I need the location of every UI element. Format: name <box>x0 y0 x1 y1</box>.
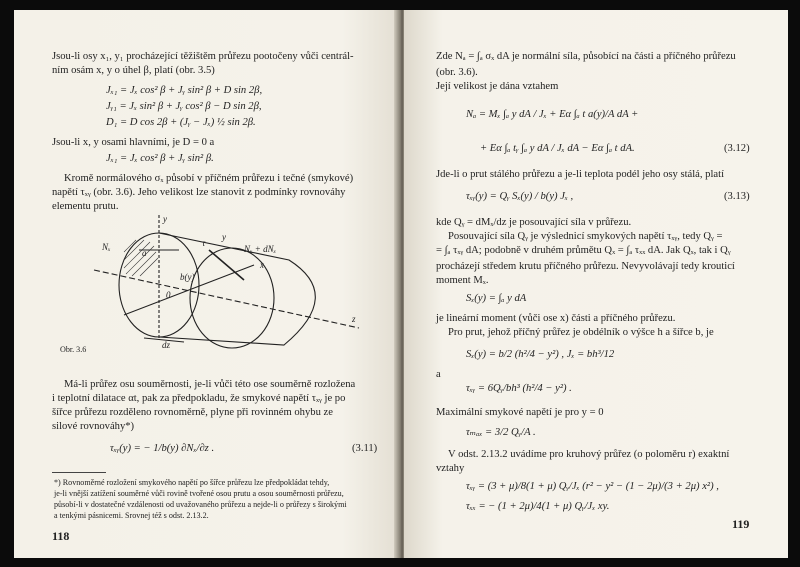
text-line: šířce průřezu rozděleno rovnoměrně, plyne při rovinném ohybu ze <box>52 407 333 418</box>
text-line: silové rovnováhy*) <box>52 421 135 432</box>
text-line: (obr. 3.6). <box>436 67 478 78</box>
fig-label: z <box>352 314 356 324</box>
fig-label: Nₓ + dNₓ <box>244 244 277 254</box>
footnote-rule <box>52 472 106 473</box>
text-line: Kromě normálového σₓ působí v příčném průřezu i tečné (smykové) <box>64 173 354 184</box>
equation-line: τₓᵧ(y) = − 1/b(y) ∂Nₓ/∂z . <box>110 443 215 454</box>
equation-line: Jᵧ₁ = Jₓ sin² β + Jᵧ cos² β − D sin 2β, <box>106 101 262 112</box>
z-axis <box>94 270 359 328</box>
text-line: Maximální smykové napětí je pro y = 0 <box>436 407 604 418</box>
page-number: 118 <box>52 529 70 543</box>
text-line: Posouvající síla Qᵧ je výslednicí smykových napětí τₓᵧ, tedy Qᵧ = <box>448 231 723 242</box>
equation-line: Sₓ(y) = ∫ₐ y dA <box>466 293 527 304</box>
left-page <box>14 10 400 558</box>
equation-number: (3.11) <box>352 443 378 454</box>
fig-label: y <box>222 232 226 242</box>
equation-line: Nₐ = Mₓ ∫ₐ y dA / Jₓ + Eα ∫ₐ t a(y)/A dA + <box>466 109 639 120</box>
text-line: Má-li průřez osu souměrnosti, je-li vůči této ose souměrně rozložena <box>64 379 356 390</box>
fig-label: b(y) <box>180 272 195 282</box>
fig-label: τ <box>202 238 206 248</box>
text-line: Jde-li o prut stálého průřezu a je-li teplota podél jeho osy stálá, platí <box>436 169 725 180</box>
fig-label: dz <box>162 340 171 350</box>
text-line: elementu prutu. <box>52 201 119 212</box>
equation-line: τₘₐₓ = 3/2 Qᵧ/A . <box>466 427 536 438</box>
text-line: procházejí středem krutu příčného průřezu. Nevyvolávají tedy krouticí <box>436 261 735 272</box>
equation-line: D₁ = D cos 2β + (Jᵧ − Jₓ) ½ sin 2β. <box>106 117 256 128</box>
equation-line: Jₓ₁ = Jₓ cos² β + Jᵧ sin² β. <box>106 153 214 164</box>
equation-line: τₓᵧ = 6Qᵧ/bh³ (h²/4 − y²) . <box>466 383 572 394</box>
text-line: napětí τₓᵧ (obr. 3.6). Jeho velikost lze stanovit z podmínky rovnováhy <box>52 187 346 198</box>
text-line: Jsou-li x, y osami hlavními, je D = 0 a <box>52 137 215 148</box>
text-line: Jsou-li osy x₁, y₁ procházející těžištěm průřezu pootočeny vůči centrál- <box>52 51 354 62</box>
text-line: je lineární moment (vůči ose x) části a příčného průřezu. <box>436 313 676 324</box>
fig-label: a <box>142 248 147 258</box>
fig-label: Nₓ <box>102 242 111 252</box>
text-line: Pro prut, jehož příčný průřez je obdélník o výšce h a šířce b, je <box>448 327 714 338</box>
fig-label: y <box>163 214 167 224</box>
page-number: 119 <box>732 517 750 531</box>
figure-caption: Obr. 3.6 <box>60 345 87 354</box>
text-line: vztahy <box>436 463 465 474</box>
footnote-line: a tenkými pásnicemi. Srovnej též s odst. 2.13.2. <box>54 511 209 520</box>
text-line: V odst. 2.13.2 uvádíme pro kruhový průřez (o poloměru r) exaktní <box>448 449 730 460</box>
equation-line: + Eα ∫ₐ tᵧ ∫ₐ y dA / Jₓ dA − Eα ∫ₐ t dA. <box>480 143 635 154</box>
right-page <box>404 10 788 558</box>
fig-label: x <box>260 260 264 270</box>
text-line: kde Qᵧ = dMₓ/dz je posouvající síla v průřezu. <box>436 217 632 228</box>
fig-label: 0 <box>166 290 171 300</box>
text-line: Její velikost je dána vztahem <box>436 81 559 92</box>
equation-number: (3.12) <box>724 143 750 154</box>
equation-line: τₓₓ = − (1 + 2μ)/4(1 + μ) Qᵧ/Jₓ xy. <box>466 501 610 512</box>
equation-line: Jₓ₁ = Jₓ cos² β + Jᵧ sin² β + D sin 2β, <box>106 85 263 96</box>
text-line: i teplotní dilatace αt, pak za předpokladu, že smykové napětí τₓᵧ je po <box>52 393 346 404</box>
text-line: a <box>436 369 441 380</box>
text-line: ním osám x, y o úhel β, platí (obr. 3.5) <box>52 65 215 76</box>
text-line: = ∫ₐ τₓᵧ dA; podobně v druhém průmětu Qₓ = ∫ₐ τₓₓ dA. Jak Qₓ, tak i Qᵧ <box>436 245 731 256</box>
footnote-line: působí-li v dostatečné vzdálenosti od uvažovaného průřezu a nejde-li o průřezy s širokými <box>54 500 347 509</box>
open-book <box>14 10 788 558</box>
footnote-line: je-li vnější zatížení souměrné vůči rovině tvořené osou prutu a osou souměrnosti průřezu, <box>54 489 344 498</box>
text-line: Zde Nₐ = ∫ₐ σₓ dA je normální síla, působící na části a příčného průřezu <box>436 51 736 62</box>
figure-beam-element <box>84 210 384 350</box>
equation-line: Sₓ(y) = b/2 (h²/4 − y²) , Jₓ = bh³/12 <box>466 349 615 360</box>
footnote-line: *) Rovnoměrné rozložení smykového napětí po šířce průřezu lze předpokládat tehdy, <box>54 478 330 487</box>
equation-line: τₓᵧ = (3 + μ)/8(1 + μ) Qᵧ/Jₓ (r² − y² − (1 − 2μ)/(3 + 2μ) x²) , <box>466 481 719 492</box>
text-line: moment Mₓ. <box>436 275 489 286</box>
equation-line: τₓᵧ(y) = Qᵧ Sₓ(y) / b(y) Jₓ , <box>466 191 574 202</box>
equation-number: (3.13) <box>724 191 750 202</box>
